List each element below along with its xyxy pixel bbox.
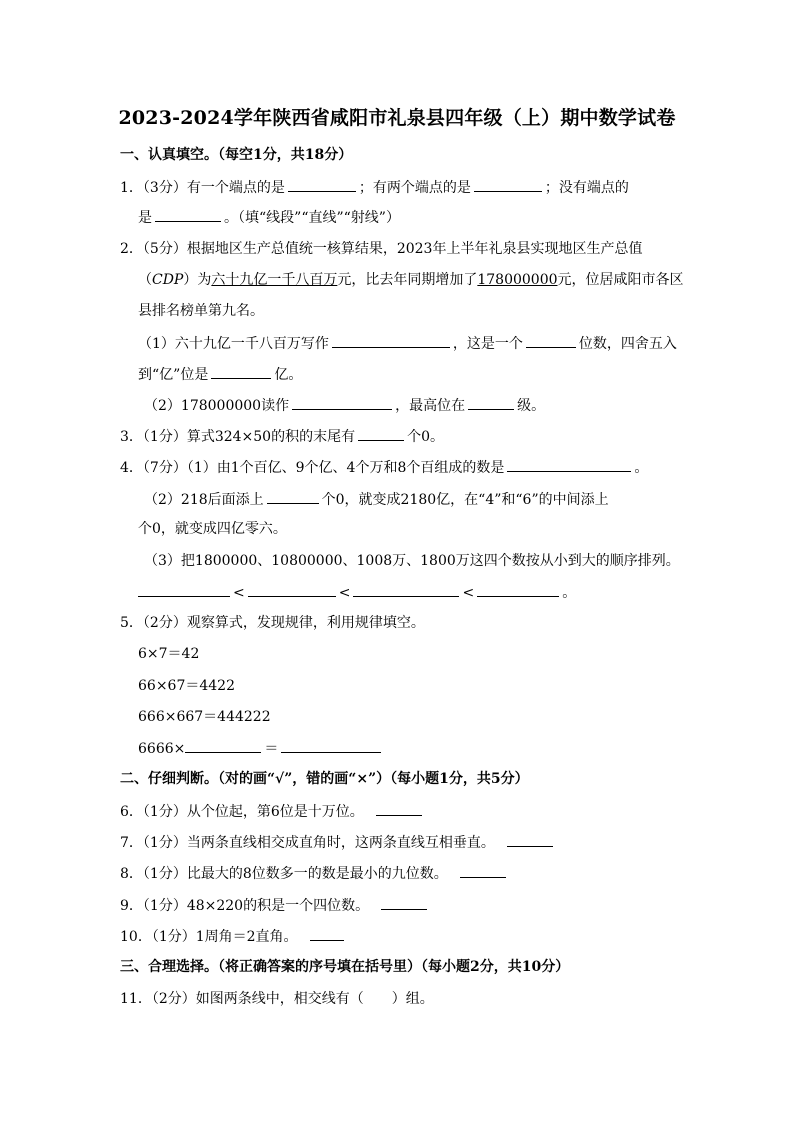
question-2-line-3: 县排名榜单第九名。 (138, 303, 264, 319)
answer-blank[interactable] (267, 490, 319, 504)
question-3: 3．（1分）算式324×50的积的末尾有 个0。 (120, 429, 445, 445)
question-11: 11．（2分）如图两条线中，相交线有（ ）组。 (120, 991, 434, 1007)
answer-blank[interactable] (288, 178, 356, 192)
question-8: 8．（1分）比最大的8位数多一的数是最小的九位数。 (120, 864, 509, 883)
answer-blank[interactable] (138, 583, 230, 597)
question-2-part-1: （1）六十九亿一千八百万写作 ，这是一个 位数，四舍五入 (138, 336, 677, 352)
question-4-part-2-cont: 个0，就变成四亿零六。 (138, 521, 287, 537)
question-2-line-1: 2．（5分）根据地区生产总值统一核算结果，2023年上半年礼泉县实现地区生产总值 (120, 241, 643, 257)
question-1-line-2: 是 。（填“线段”“直线”“射线”） (138, 210, 400, 226)
question-4-part-1: 4．（7分）（1）由1个百亿、9个亿、4个万和8个百组成的数是 。 (120, 460, 649, 476)
answer-blank[interactable] (468, 396, 514, 410)
section-heading-2: 二、仔细判断。（对的画“√”，错的画“×”）（每小题1分，共5分） (120, 771, 529, 787)
answer-blank[interactable] (155, 208, 221, 222)
answer-blank[interactable] (248, 583, 336, 597)
equation-2: 66×67＝4422 (138, 678, 235, 694)
question-5: 5．（2分）观察算式，发现规律，利用规律填空。 (120, 615, 425, 631)
equation-4: 6666× ＝ (138, 739, 384, 758)
section-heading-1: 一、认真填空。（每空1分，共18分） (120, 147, 353, 163)
answer-blank[interactable] (376, 802, 422, 816)
question-2-part-1-cont: 到“亿”位是 亿。 (138, 367, 303, 383)
question-10: 10．（1分）1周角＝2直角。 (120, 927, 347, 946)
answer-blank[interactable] (292, 396, 392, 410)
answer-blank[interactable] (281, 739, 381, 753)
question-6: 6．（1分）从个位起，第6位是十万位。 (120, 802, 425, 821)
section-heading-3: 三、合理选择。（将正确答案的序号填在括号里）（每小题2分，共10分） (120, 959, 570, 975)
answer-blank[interactable] (507, 458, 631, 472)
question-2-line-2: （CDP）为六十九亿一千八百万元，比去年同期增加了178000000元，位居咸阳市各区 (138, 272, 684, 288)
answer-blank[interactable] (477, 583, 559, 597)
question-7: 7．（1分）当两条直线相交成直角时，这两条直线互相垂直。 (120, 833, 556, 852)
answer-blank[interactable] (310, 927, 344, 941)
question-1-line-1: 1．（3分）有一个端点的是 ；有两个端点的是 ；没有端点的 (120, 180, 629, 196)
answer-blank[interactable] (358, 427, 404, 441)
answer-blank[interactable] (332, 334, 450, 348)
question-9: 9．（1分）48×220的积是一个四位数。 (120, 896, 430, 915)
answer-blank[interactable] (185, 739, 261, 753)
answer-blank[interactable] (474, 178, 542, 192)
answer-blank[interactable] (460, 864, 506, 878)
answer-blank[interactable] (381, 896, 427, 910)
page-title: 2023-2024学年陕西省咸阳市礼泉县四年级（上）期中数学试卷 (118, 107, 676, 129)
equation-1: 6×7＝42 (138, 646, 200, 662)
answer-blank[interactable] (507, 833, 553, 847)
answer-blank[interactable] (211, 365, 271, 379)
question-4-part-2: （2）218后面添上 个0，就变成2180亿，在“4”和“6”的中间添上 (144, 492, 609, 508)
equation-3: 666×667＝444222 (138, 709, 271, 725)
question-4-order-answer: < < < 。 (138, 583, 576, 602)
answer-blank[interactable] (526, 334, 576, 348)
question-2-part-2: （2）178000000读作 ，最高位在 级。 (144, 398, 546, 414)
question-4-part-3: （3）把1800000、10800000、1008万、1800万这四个数按从小到大的顺序排列。 (144, 553, 680, 569)
answer-blank[interactable] (353, 583, 459, 597)
